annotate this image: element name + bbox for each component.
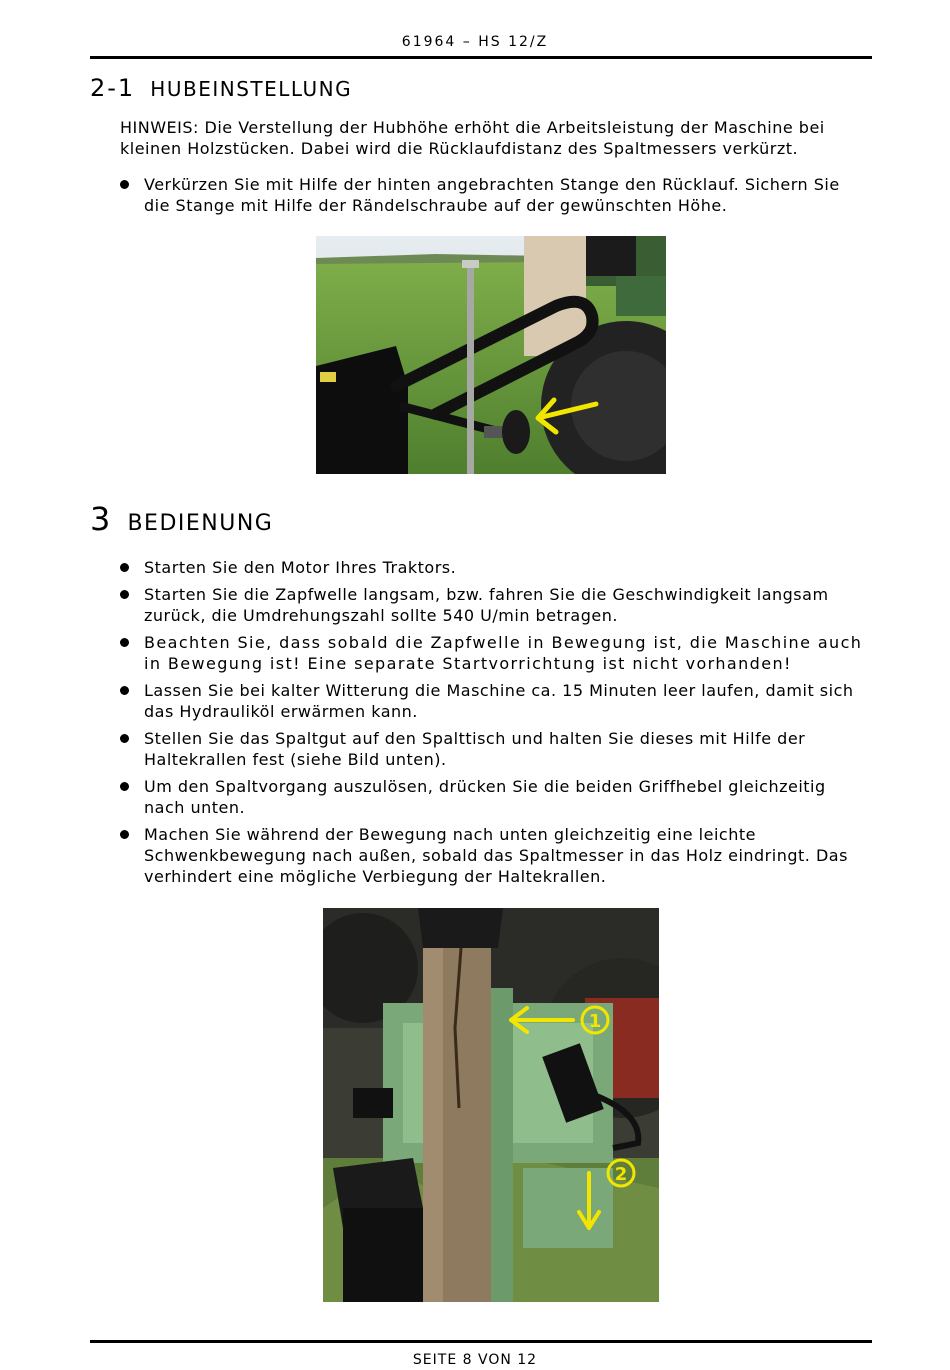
bullet-icon bbox=[120, 638, 129, 647]
document-id: 61964 – HS 12/Z bbox=[401, 34, 549, 50]
hubeinstellung-bullet-list bbox=[120, 174, 865, 222]
section-title: BEDIENUNG bbox=[127, 511, 274, 536]
section-title: HUBEINSTELLUNG bbox=[150, 77, 353, 101]
list-item-text: Stellen Sie das Spaltgut auf den Spalttisch und halten Sie dieses mit Hilfe der Haltekrallen fest (siehe Bild unten). bbox=[144, 729, 806, 769]
bullet-icon bbox=[120, 590, 129, 599]
list-item bbox=[120, 824, 865, 887]
list-item-text: Beachten Sie, dass sobald die Zapfwelle in Bewegung ist, die Maschine auch in Bewegung ist! Eine separate Startvorrichtung ist nicht vorhanden! bbox=[144, 633, 863, 673]
photo-log-splitter-operation bbox=[323, 908, 659, 1302]
list-item bbox=[120, 557, 865, 578]
bullet-icon bbox=[120, 734, 129, 743]
bullet-icon bbox=[120, 180, 129, 189]
list-item bbox=[120, 728, 865, 770]
list-item-text: Machen Sie während der Bewegung nach unten gleichzeitig eine leichte Schwenkbewegung nach außen, sobald das Spaltmesser in das Holz eindringt. Das verhindert eine mögliche Verbiegung der Haltekrallen. bbox=[144, 825, 848, 886]
section-heading-hubeinstellung bbox=[90, 74, 352, 102]
list-item bbox=[120, 632, 865, 674]
bullet-icon bbox=[120, 563, 129, 572]
list-item bbox=[120, 776, 865, 818]
list-item bbox=[120, 680, 865, 722]
list-item-text: Verkürzen Sie mit Hilfe der hinten angebrachten Stange den Rücklauf. Sichern Sie die Stange mit Hilfe der Rändelschraube auf der gewünschten Höhe. bbox=[144, 175, 840, 215]
page-number: SEITE 8 VON 12 bbox=[412, 1352, 538, 1368]
photo-stroke-adjustment-rod bbox=[316, 236, 666, 474]
callout-2-label: 2 bbox=[614, 1164, 628, 1185]
bedienung-bullet-list bbox=[120, 557, 865, 893]
footer-rule bbox=[90, 1340, 872, 1343]
list-item bbox=[120, 174, 865, 216]
section-heading-bedienung bbox=[90, 500, 273, 538]
list-item-text: Um den Spaltvorgang auszulösen, drücken Sie die beiden Griffhebel gleichzeitig nach unten. bbox=[144, 777, 826, 817]
list-item-text: Lassen Sie bei kalter Witterung die Maschine ca. 15 Minuten leer laufen, damit sich das Hydrauliköl erwärmen kann. bbox=[144, 681, 854, 721]
list-item bbox=[120, 584, 865, 626]
list-item-text: Starten Sie den Motor Ihres Traktors. bbox=[144, 558, 457, 577]
section-number: 3 bbox=[90, 500, 113, 538]
section-number: 2-1 bbox=[90, 74, 136, 102]
bullet-icon bbox=[120, 830, 129, 839]
note-paragraph: HINWEIS: Die Verstellung der Hubhöhe erhöht die Arbeitsleistung der Maschine bei kleinen Holzstücken. Dabei wird die Rücklaufdistanz des Spaltmessers verkürzt. bbox=[120, 118, 825, 158]
header-rule bbox=[90, 56, 872, 59]
callout-1-label: 1 bbox=[588, 1011, 602, 1032]
bullet-icon bbox=[120, 782, 129, 791]
list-item-text: Starten Sie die Zapfwelle langsam, bzw. fahren Sie die Geschwindigkeit langsam zurück, die Umdrehungszahl sollte 540 U/min betragen. bbox=[144, 585, 829, 625]
bullet-icon bbox=[120, 686, 129, 695]
